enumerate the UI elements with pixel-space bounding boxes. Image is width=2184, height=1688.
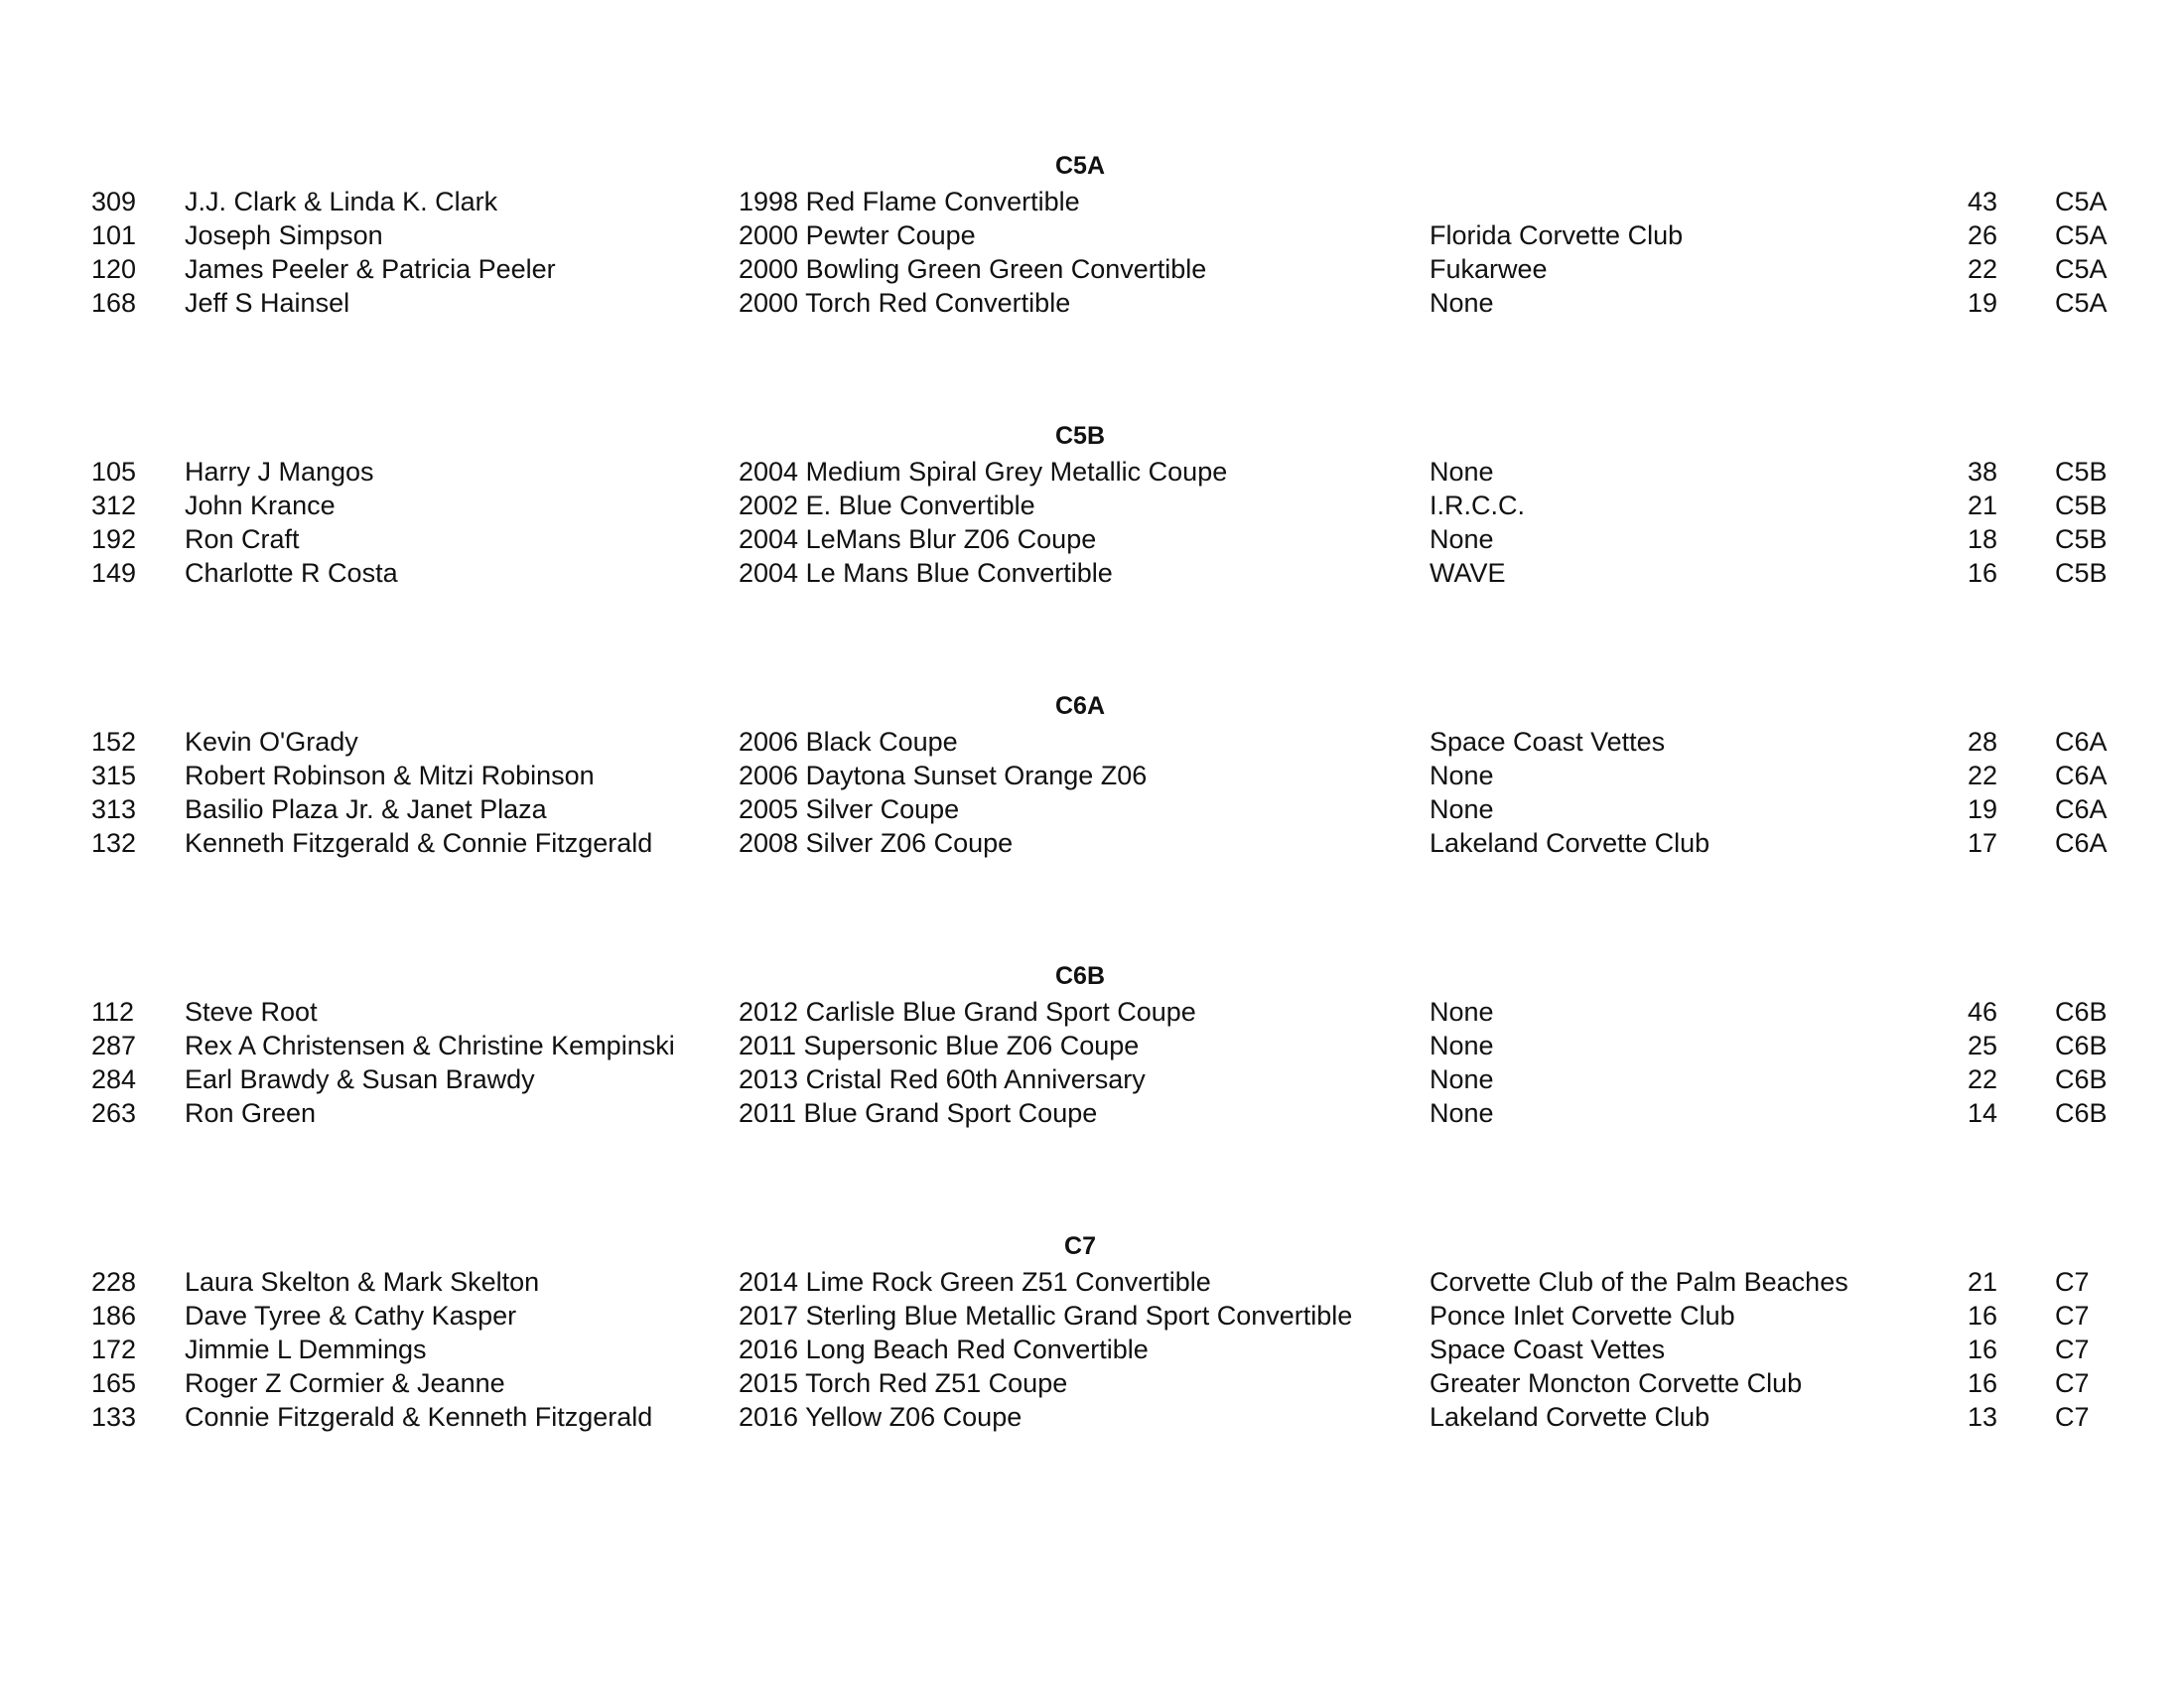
entry-name: Jeff S Hainsel [185,288,350,318]
entry-row [0,759,2184,792]
entry-score: 28 [1968,727,1998,757]
entry-car: 2011 Supersonic Blue Z06 Coupe [739,1031,1140,1060]
entry-class: C5A [2055,187,2108,216]
entry-class: C7 [2055,1301,2090,1331]
entry-num: 228 [91,1267,137,1297]
entry-class: C6A [2055,828,2108,858]
entry-row [0,1333,2184,1366]
entry-car: 2011 Blue Grand Sport Coupe [739,1098,1098,1128]
entry-name: Kenneth Fitzgerald & Connie Fitzgerald [185,828,653,858]
entry-car: 2005 Silver Coupe [739,794,960,824]
entry-row [0,489,2184,522]
entry-car: 2002 E. Blue Convertible [739,491,1035,520]
entry-num: 315 [91,761,137,790]
entry-name: Earl Brawdy & Susan Brawdy [185,1064,535,1094]
entry-num: 165 [91,1368,137,1398]
entry-club: None [1430,524,1494,554]
entry-name: Dave Tyree & Cathy Kasper [185,1301,517,1331]
entry-row [0,725,2184,759]
entry-car: 2015 Torch Red Z51 Coupe [739,1368,1068,1398]
entry-score: 19 [1968,288,1998,318]
entry-score: 43 [1968,187,1998,216]
entry-name: J.J. Clark & Linda K. Clark [185,187,498,216]
entry-class: C6A [2055,727,2108,757]
entry-row [0,1096,2184,1130]
entry-name: James Peeler & Patricia Peeler [185,254,556,284]
entry-club: None [1430,1064,1494,1094]
entry-score: 19 [1968,794,1998,824]
entry-club: Space Coast Vettes [1430,727,1666,757]
entry-club: Greater Moncton Corvette Club [1430,1368,1803,1398]
entry-num: 186 [91,1301,137,1331]
entry-car: 2006 Daytona Sunset Orange Z06 [739,761,1148,790]
entry-row [0,1366,2184,1400]
entry-row [0,185,2184,218]
entry-club: None [1430,997,1494,1027]
entry-row [0,252,2184,286]
entry-class: C5B [2055,457,2108,487]
entry-num: 101 [91,220,137,250]
entry-num: 312 [91,491,137,520]
entry-row [0,455,2184,489]
entry-car: 2006 Black Coupe [739,727,958,757]
entry-row [0,1299,2184,1333]
entry-class: C7 [2055,1368,2090,1398]
entry-num: 309 [91,187,137,216]
entry-num: 149 [91,558,137,588]
entry-class: C7 [2055,1402,2090,1432]
entry-class: C6B [2055,1031,2108,1060]
entry-name: Harry J Mangos [185,457,374,487]
entry-class: C5A [2055,220,2108,250]
entry-row [0,1029,2184,1062]
entry-name: Charlotte R Costa [185,558,398,588]
entry-row [0,826,2184,860]
entry-car: 2008 Silver Z06 Coupe [739,828,1014,858]
entry-score: 16 [1968,1301,1998,1331]
entry-row [0,1265,2184,1299]
entry-name: John Krance [185,491,336,520]
entry-club: None [1430,457,1494,487]
entry-name: Kevin O'Grady [185,727,358,757]
entry-class: C5B [2055,558,2108,588]
entry-club: Fukarwee [1430,254,1548,284]
entry-score: 16 [1968,1368,1998,1398]
entry-class: C5A [2055,288,2108,318]
entry-name: Basilio Plaza Jr. & Janet Plaza [185,794,547,824]
entry-score: 26 [1968,220,1998,250]
entry-name: Ron Green [185,1098,317,1128]
entry-name: Roger Z Cormier & Jeanne [185,1368,505,1398]
entry-class: C7 [2055,1267,2090,1297]
entry-car: 2012 Carlisle Blue Grand Sport Coupe [739,997,1196,1027]
entry-num: 132 [91,828,137,858]
entry-car: 2004 LeMans Blur Z06 Coupe [739,524,1097,554]
entry-name: Robert Robinson & Mitzi Robinson [185,761,595,790]
entry-car: 2000 Bowling Green Green Convertible [739,254,1207,284]
entry-score: 13 [1968,1402,1998,1432]
entry-name: Ron Craft [185,524,300,554]
entry-club: Lakeland Corvette Club [1430,828,1710,858]
entry-car: 2004 Le Mans Blue Convertible [739,558,1113,588]
entry-score: 16 [1968,1335,1998,1364]
group-heading: C6A [1054,692,1105,720]
entry-row [0,556,2184,590]
entry-class: C6B [2055,1064,2108,1094]
entry-num: 192 [91,524,137,554]
entry-car: 2016 Yellow Z06 Coupe [739,1402,1023,1432]
entry-row [0,1062,2184,1096]
entry-name: Laura Skelton & Mark Skelton [185,1267,540,1297]
entry-num: 172 [91,1335,137,1364]
entry-class: C5A [2055,254,2108,284]
entry-class: C6A [2055,761,2108,790]
entry-club: I.R.C.C. [1430,491,1526,520]
entry-num: 168 [91,288,137,318]
entry-club: Ponce Inlet Corvette Club [1430,1301,1735,1331]
entry-num: 112 [91,997,135,1027]
entry-name: Steve Root [185,997,318,1027]
entry-score: 16 [1968,558,1998,588]
entry-score: 21 [1968,1267,1998,1297]
entry-num: 120 [91,254,137,284]
entry-club: WAVE [1430,558,1506,588]
entry-class: C7 [2055,1335,2090,1364]
entry-score: 22 [1968,254,1998,284]
entry-name: Rex A Christensen & Christine Kempinski [185,1031,675,1060]
entry-num: 105 [91,457,137,487]
entry-name: Connie Fitzgerald & Kenneth Fitzgerald [185,1402,653,1432]
entry-car: 2013 Cristal Red 60th Anniversary [739,1064,1146,1094]
entry-car: 2014 Lime Rock Green Z51 Convertible [739,1267,1211,1297]
group-heading: C5A [1054,152,1105,180]
entry-score: 17 [1968,828,1998,858]
entry-club: Florida Corvette Club [1430,220,1684,250]
entry-score: 22 [1968,761,1998,790]
entry-row [0,286,2184,320]
entry-num: 284 [91,1064,137,1094]
entry-name: Jimmie L Demmings [185,1335,427,1364]
entry-score: 21 [1968,491,1998,520]
entry-car: 1998 Red Flame Convertible [739,187,1080,216]
entry-club: Space Coast Vettes [1430,1335,1666,1364]
entry-class: C6A [2055,794,2108,824]
entry-club: None [1430,761,1494,790]
entry-name: Joseph Simpson [185,220,383,250]
entry-num: 152 [91,727,137,757]
entry-num: 263 [91,1098,137,1128]
entry-car: 2017 Sterling Blue Metallic Grand Sport Convertible [739,1301,1353,1331]
entry-car: 2016 Long Beach Red Convertible [739,1335,1149,1364]
entry-row [0,995,2184,1029]
group-heading: C5B [1054,422,1105,450]
entry-score: 25 [1968,1031,1998,1060]
entry-club: Corvette Club of the Palm Beaches [1430,1267,1848,1297]
entry-score: 46 [1968,997,1998,1027]
entry-club: None [1430,1098,1494,1128]
entry-class: C6B [2055,997,2108,1027]
entry-row [0,218,2184,252]
group-heading: C6B [1054,962,1105,990]
entry-club: None [1430,1031,1494,1060]
entry-num: 287 [91,1031,137,1060]
entry-row [0,1400,2184,1434]
entry-club: None [1430,288,1494,318]
entry-club: Lakeland Corvette Club [1430,1402,1710,1432]
entry-num: 133 [91,1402,137,1432]
entry-row [0,792,2184,826]
entry-car: 2004 Medium Spiral Grey Metallic Coupe [739,457,1228,487]
entry-car: 2000 Pewter Coupe [739,220,976,250]
entry-club: None [1430,794,1494,824]
entry-num: 313 [91,794,137,824]
entry-car: 2000 Torch Red Convertible [739,288,1071,318]
entry-score: 18 [1968,524,1998,554]
entry-score: 22 [1968,1064,1998,1094]
entry-class: C6B [2055,1098,2108,1128]
entry-score: 38 [1968,457,1998,487]
group-heading: C7 [1064,1232,1096,1260]
entry-row [0,522,2184,556]
entry-score: 14 [1968,1098,1998,1128]
entry-class: C5B [2055,524,2108,554]
entry-class: C5B [2055,491,2108,520]
